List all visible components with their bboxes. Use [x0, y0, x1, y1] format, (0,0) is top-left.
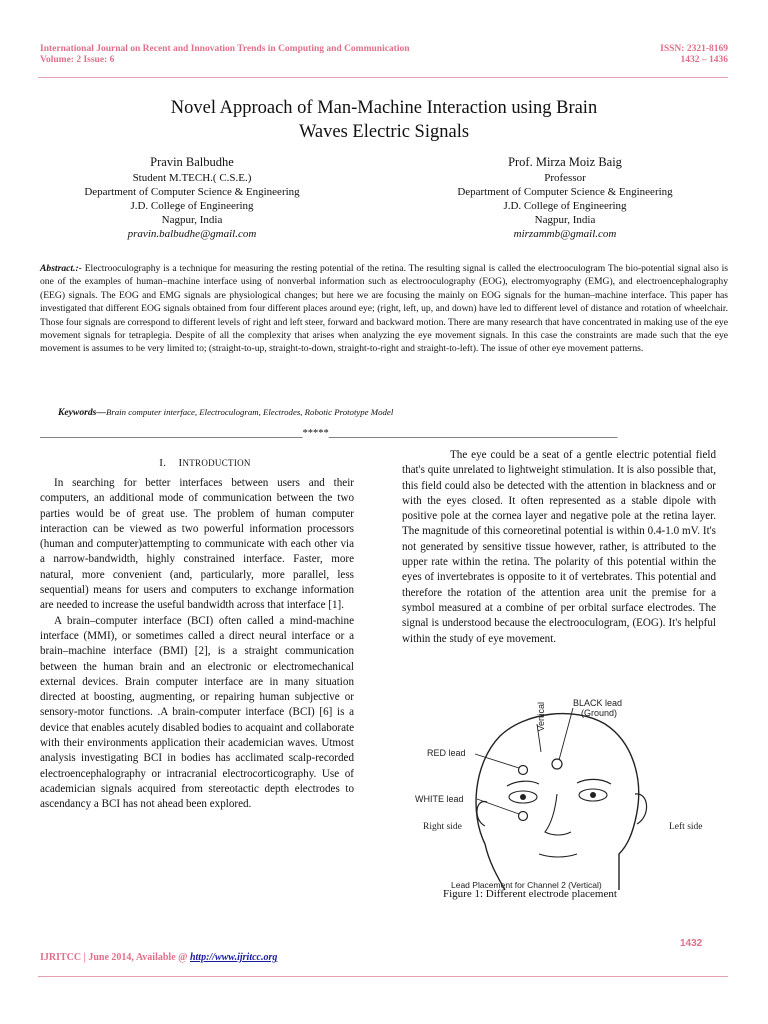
- section-number: I.: [159, 457, 167, 469]
- label-ground: (Ground): [581, 708, 618, 718]
- footer-divider: [38, 976, 728, 977]
- electrode-placement-figure: [405, 694, 705, 890]
- title-line-2: Waves Electric Signals: [298, 122, 470, 142]
- journal-volume: Volume: 2 Issue: 6: [40, 55, 115, 65]
- section-cap: I: [178, 457, 183, 469]
- paragraph: In searching for better interfaces between users and their computers, an additional mode of communication between the two parties would be of great use. The problem of human computer interaction can be viewed as two powerful information processors (human and computer)attempting to communicate with each other via a narrow-bandwidth, highly constrained interface. Faster, more natural, more convenient (and, particularly, more parallel, less sequential) means for users and computers to exchange information are needed to increase the useful bandwidth across that interface [1].: [40, 477, 354, 612]
- author-email[interactable]: pravin.balbudhe@gmail.com: [127, 228, 257, 240]
- page-number: 1432: [680, 938, 703, 949]
- abstract: [40, 262, 728, 356]
- keywords-text: Brain computer interface, Electroculogram, Electrodes, Robotic Prototype Model: [105, 407, 394, 417]
- title-line-1: Novel Approach of Man-Machine Interaction using Brain: [170, 98, 598, 118]
- keywords-label: Keywords—: [58, 407, 106, 418]
- left-column: [40, 476, 354, 813]
- label-black-lead: BLACK lead: [573, 698, 623, 708]
- right-column: [402, 448, 716, 647]
- footer-text: IJRITCC | June 2014, Available @: [40, 952, 188, 963]
- author-role: Professor: [544, 172, 586, 184]
- author-role: Student M.TECH.( C.S.E.): [132, 172, 252, 184]
- head-diagram: [405, 694, 705, 890]
- author-email[interactable]: mirzammb@gmail.com: [513, 228, 617, 240]
- journal-name: International Journal on Recent and Innovation Trends in Computing and Communication: [40, 44, 410, 54]
- journal-issn: ISSN: 2321-8169: [660, 44, 728, 54]
- author-city: Nagpur, India: [534, 214, 596, 226]
- author-college: J.D. College of Engineering: [503, 200, 627, 212]
- author-name: Pravin Balbudhe: [150, 155, 234, 169]
- label-left-side: Left side: [669, 822, 703, 832]
- label-red-lead: RED lead: [427, 748, 466, 758]
- label-white-lead: WHITE lead: [415, 794, 464, 804]
- footer-link[interactable]: http://www.ijritcc.org: [189, 952, 278, 963]
- figure-caption: Figure 1: Different electrode placement: [443, 888, 617, 900]
- author-2: [400, 154, 730, 241]
- paper-title: [60, 96, 708, 144]
- footer: [40, 952, 277, 963]
- abstract-label: Abstract.:-: [40, 263, 82, 274]
- section-rest: NTRODUCTION: [182, 458, 251, 468]
- author-name: Prof. Mirza Moiz Baig: [508, 155, 622, 169]
- paragraph: The eye could be a seat of a gentle electric potential field that's quite unrelated to lightweight stimulation. It is also possible that, this field could also be detected with the attention in blackness and or with the eyes closed. It often represented as a stable dipole with positive pole at the cornea layer and negative pole at the retina layer. The magnitude of this corneoretinal potential is within 0.4-1.0 mV. It's not generated by sensitive tissue however, rather, is attributed to the upper rate within the retina. The polarity of this potential within the eyes of invertebrates is opposite to it of vertebrates. This potential and therefore the rotation of the attention area unit the premise for a symbol measured at a combine of per orbital surface electrodes. The signal is understood because the electrooculogram, (EOG). It's helpful within the study of eye movement.: [402, 449, 716, 645]
- section-separator: __________________________________________________*****_______________________________________________________: [40, 428, 618, 439]
- label-vertical: Vertical: [536, 702, 546, 732]
- page-range: 1432 – 1436: [680, 55, 728, 65]
- keywords: [58, 407, 393, 418]
- author-college: J.D. College of Engineering: [130, 200, 254, 212]
- paragraph: A brain–computer interface (BCI) often called a mind-machine interface (MMI), or sometimes called a direct neural interface or a brain–machine interface (BMI) [2], is a straight communication between the human brain and an electronic or electromechanical external devices. Brain computer interface are in many situation directed at boosting, augmenting, or repairing human subjective or sensory-motor functions. .A brain-computer interface (BCI) [6] is a device that enables acutely disabled bodies to acquaint and collaborate with their environments application their academician waves. Utmost analysis investigating BCI in bodies has acclimated scalp-recorded electroencephalography or intracranial electrocorticography. Use of academician signals acquired from stereotactic depth electrodes to ascendancy a BCI has not ahead been explored.: [40, 614, 354, 811]
- abstract-text: Electrooculography is a technique for measuring the resting potential of the retina. The resulting signal is called the electrooculogram The bio-potential signal also is one of the examples of human–machine interface using of nonverbal information such as electrooculography (EOG), electromyography (EMG), and electroencephalography (EEG) signals. The EOG and EMG signals are physiological changes; but here we are focusing the mainly on EOG signals for the human–machine interface. This paper has investigated that different EOG signals obtained from four different places around eye; (right, left, up, and down) have led to different level of distance and rotation of wheelchair. Those four signals are correspond to different levels of right and left steer, forward and backward motion. There are many research that have concentrated in making use of the eye movement signals for tetraplegia. Despite of all the complexity that arises when analyzing the eye movement signals. In this case the constraints are made such that the eye movement is assumes to be very limited to; (straight-to-up, straight-to-down, straight-to-right and straight-to-left). The issue of other eye movement patterns.: [40, 263, 728, 355]
- author-1: [42, 154, 342, 241]
- author-dept: Department of Computer Science & Engineering: [84, 186, 300, 198]
- author-dept: Department of Computer Science & Engineering: [457, 186, 673, 198]
- section-heading: [40, 457, 370, 469]
- label-lead-placement: Lead Placement for Channel 2 (Vertical): [451, 880, 602, 890]
- label-right-side: Right side: [423, 822, 462, 832]
- header-divider: [38, 77, 728, 78]
- author-city: Nagpur, India: [161, 214, 223, 226]
